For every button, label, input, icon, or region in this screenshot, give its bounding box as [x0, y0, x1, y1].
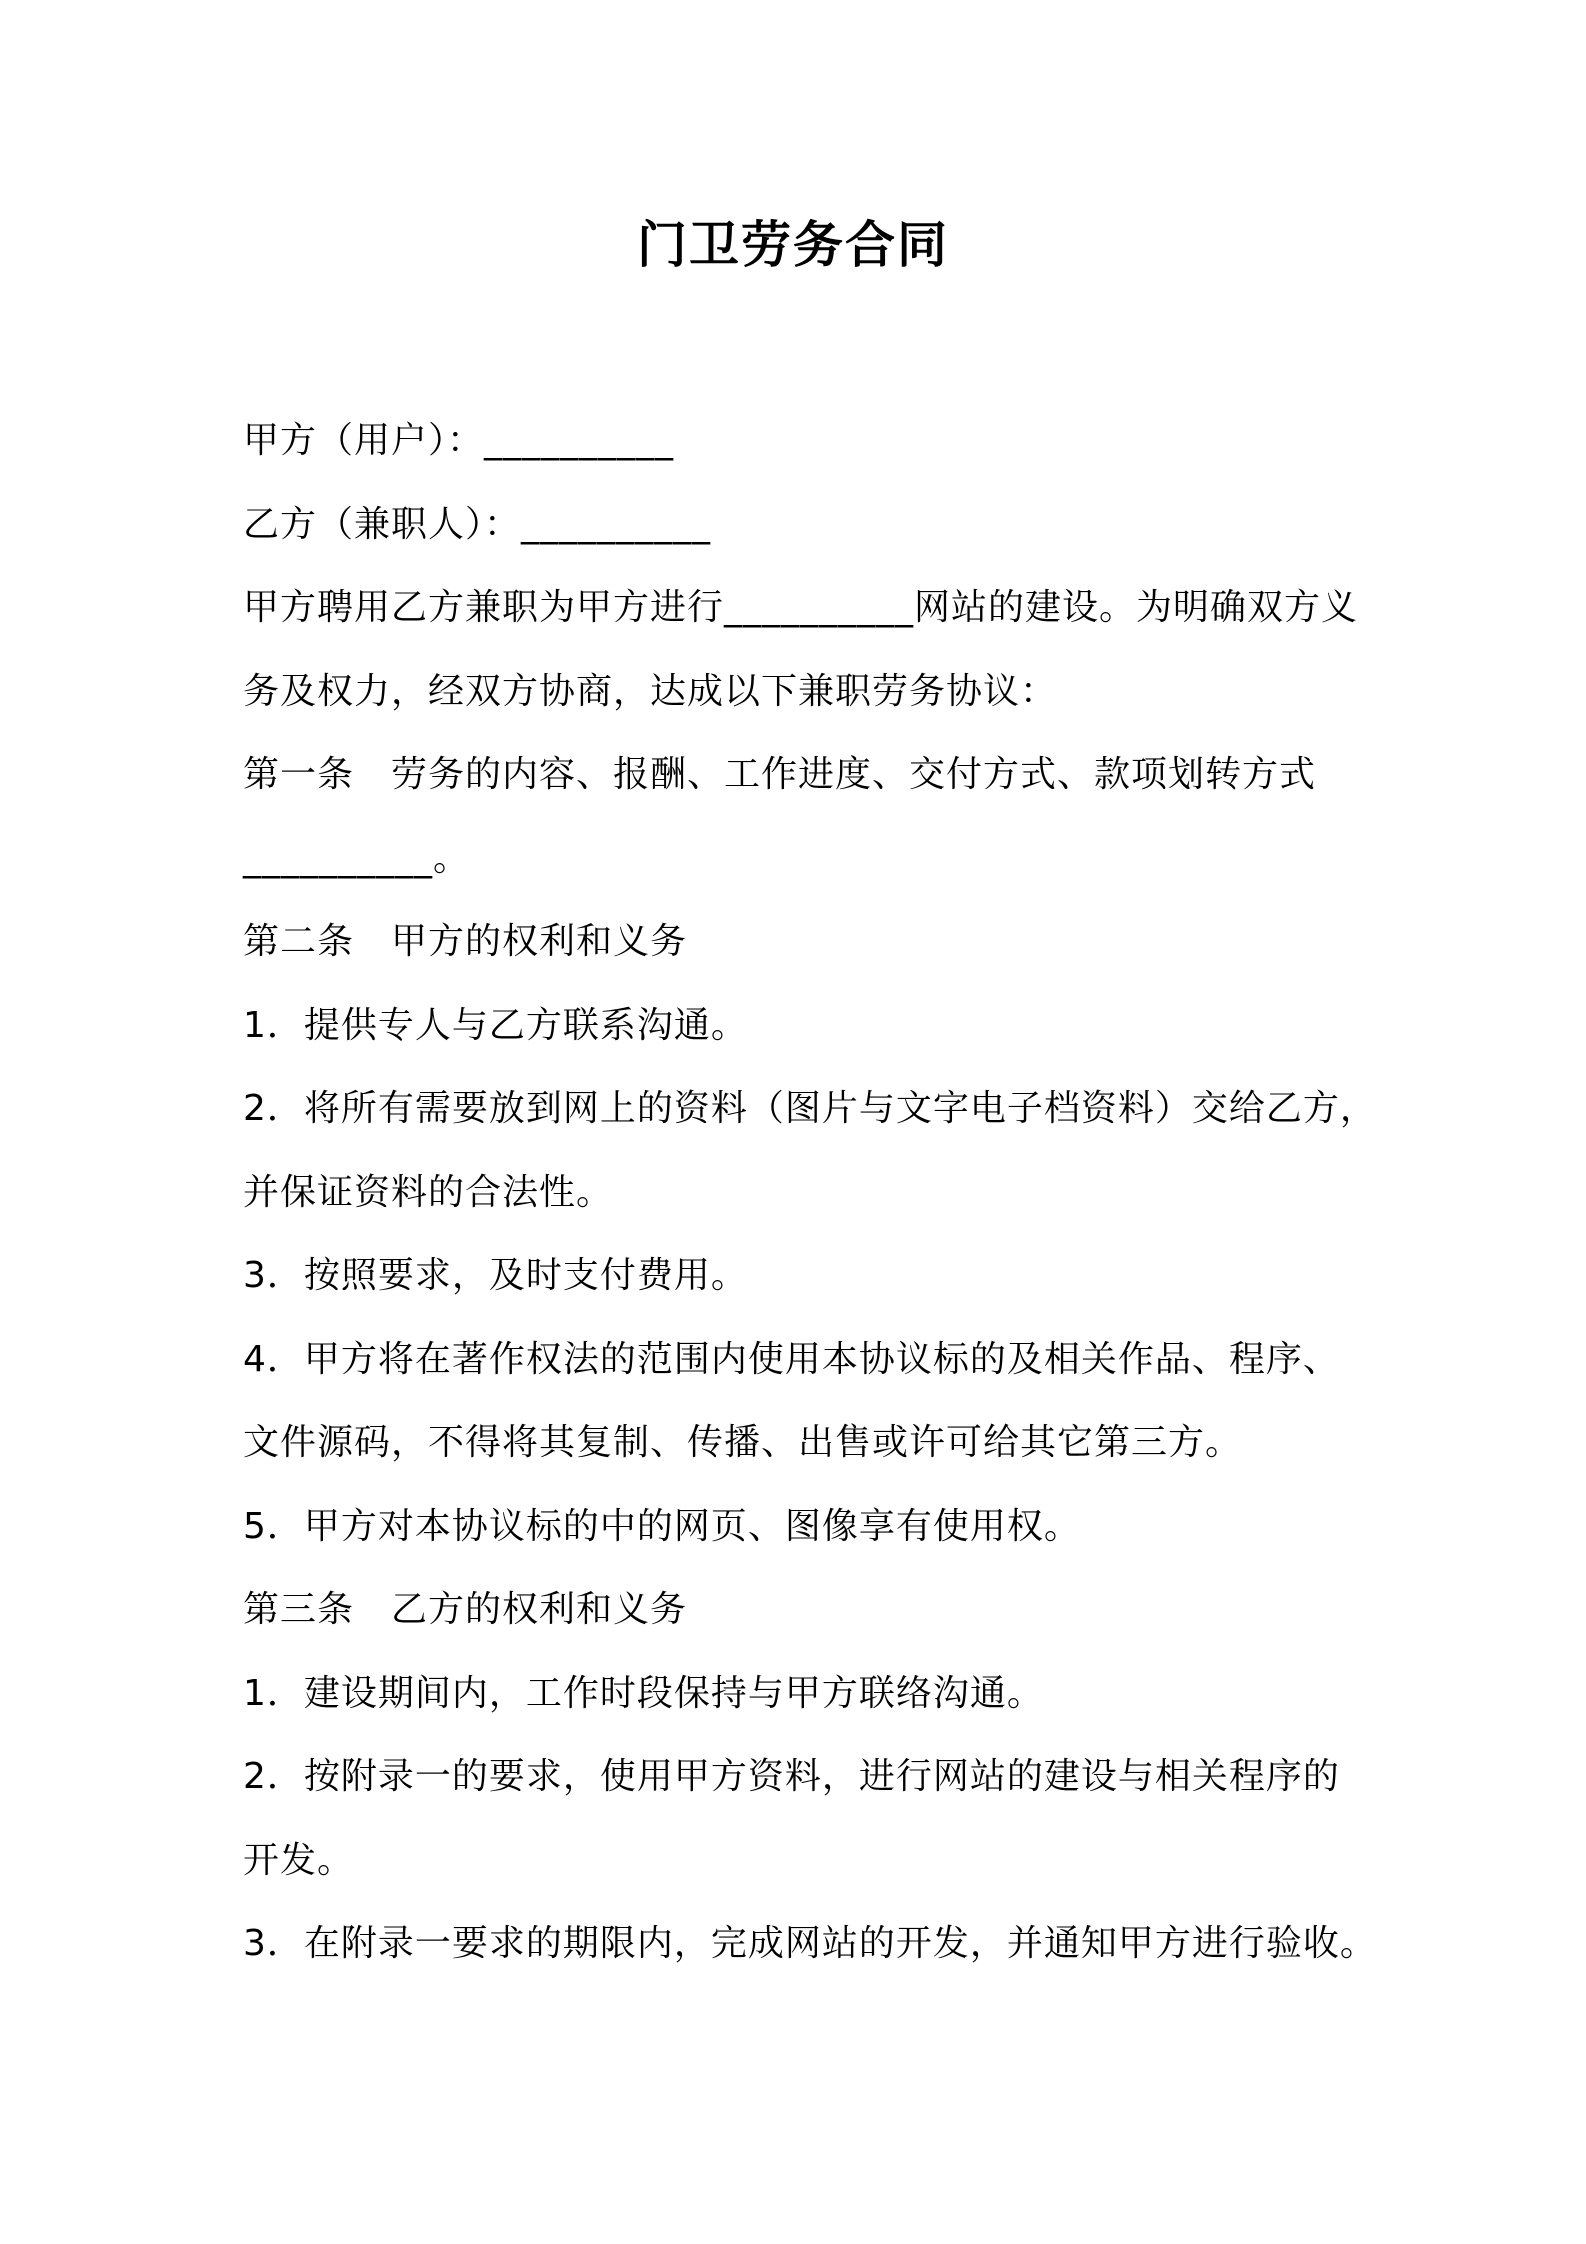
intro-line-2: 务及权力，经双方协商，达成以下兼职劳务协议：: [243, 670, 1058, 712]
article-2-item-4: 4．甲方将在著作权法的范围内使用本协议标的及相关作品、程序、: [243, 1338, 1340, 1380]
intro-line-1: 甲方聘用乙方兼职为甲方进行__________网站的建设。为明确双方义: [243, 587, 1359, 628]
article-3-item-3: 3．在附录一要求的期限内，完成网站的开发，并通知甲方进行验收。: [243, 1923, 1377, 1964]
article-2-heading: 第二条 甲方的权利和义务: [243, 921, 688, 962]
document-body: [243, 399, 1383, 1986]
document-title: 门卫劳务合同: [637, 216, 949, 274]
article-3-heading: 第三条 乙方的权利和义务: [243, 1589, 688, 1630]
article-2-item-1: 1．提供专人与乙方联系沟通。: [243, 1004, 748, 1046]
party-b-line: 乙方（兼职人）：__________: [243, 503, 712, 545]
article-3-item-1: 1．建设期间内，工作时段保持与甲方联络沟通。: [243, 1672, 1044, 1714]
article-3-item-2: 2．按附录一的要求，使用甲方资料，进行网站的建设与相关程序的: [243, 1756, 1340, 1797]
article-1-heading: 第一条 劳务的内容、报酬、工作进度、交付方式、款项划转方式: [243, 754, 1317, 795]
article-1-blank: __________。: [243, 837, 471, 879]
article-2-item-5: 5．甲方对本协议标的中的网页、图像享有使用权。: [243, 1505, 1081, 1547]
article-3-item-2-cont: 开发。: [243, 1839, 355, 1881]
article-2-item-2: 2．将所有需要放到网上的资料（图片与文字电子档资料）交给乙方，: [243, 1088, 1377, 1129]
article-2-item-4-cont: 文件源码，不得将其复制、传播、出售或许可给其它第三方。: [243, 1422, 1243, 1463]
article-2-item-2-cont: 并保证资料的合法性。: [243, 1171, 614, 1213]
article-2-item-3: 3．按照要求，及时支付费用。: [243, 1255, 748, 1296]
party-a-line: 甲方（用户）：__________: [243, 420, 675, 461]
